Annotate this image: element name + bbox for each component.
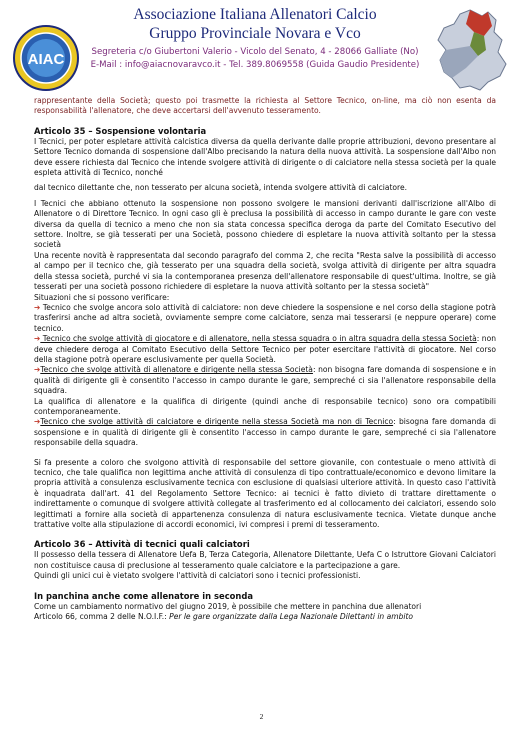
youth-sector-paragraph: Si fa presente a coloro che svolgono attività di responsabile del settore giovanile, con contestuale o meno attività di tecnico, che tale qualifica non legittima anche attività di consulenza di tipo contrattuale/economico e devono limitare la propria attività a consulenza esclusivamente tecnica con esclusione di qualsiasi ulteriore attività. In questo caso l'attività è inquadrata dall'art. 41 del Regolamento Settore Tecnico: ai tecnici è fatto divieto di trattare direttamente o indirettamente o comunque di svolgere attività collegate al trasferimento ed al collocamento dei calciatori, essendo solo legittimati a fornire alla società di appartenenza consulenza di natura esclusivamente tecnica. Vietate dunque anche trattative volte alla stipulazione di accordi economici, ivi compresi i premi di tesseramento. [34, 457, 496, 530]
association-name: Associazione Italiana Allenatori Calcio [133, 6, 377, 23]
compatibility-note: La qualifica di allenatore e la qualifica di dirigente (quindi anche di responsabile tecnico) sono ora compatibili contemporaneamente. [34, 396, 496, 416]
situations-intro: Situazioni che si possono verificare: [34, 292, 170, 302]
situation-2-text: : non deve chiedere deroga al Comitato Esecutivo della Settore Tecnico per poter esercitare l'attività di giocatore. Nel corso della stagione potrà operare esclusivamente per quella Società. [34, 334, 496, 364]
situation-4-text: : bisogna fare domanda di sospensione e in qualità di dirigente gli è consentito l'accesso in campo durante le gare, sempreché ci sia l'allenatore responsabile della squadra. [34, 417, 496, 448]
article-35-paragraph-1: I Tecnici, per poter espletare attività calcistica diversa da quella derivante dalle proprie attribuzioni, devono presentare al Settore Tecnico domanda di sospensione dall'Albo precisando la natura della nuova attività. La sospensione dall'Albo non deve essere richiesta dal Tecnico che intende svolgere attività di dirigente o di calciatore nella stessa società per la quale espleta attività di Tecnico, nonché [34, 136, 496, 178]
logo-text: AIAC [27, 51, 65, 68]
situation-3-title: Tecnico che svolge attività di allenatore e dirigente nella stessa Società [40, 365, 313, 375]
bench-reference: Articolo 66, comma 2 delle N.O.I.F.: [34, 612, 170, 622]
article-35-paragraph-2: I Tecnici che abbiano ottenuto la sospensione non possono svolgere le mansioni derivanti dall'iscrizione all'Albo di Allenatore o di Direttore Tecnico. In ogni caso gli è preclusa la possibilità di accesso in campo durante le gare con veste diversa da quella di tecnico a meno che non sia stata concessa specifica deroga da parte del Comitato Esecutivo del settore. Inoltre, se già tesserati per una Società, possono chiedere di espletare la nuova attività soltanto per la stessa società [34, 198, 496, 250]
situation-1 [34, 303, 496, 334]
page-number: 2 [259, 712, 264, 721]
bench-paragraph-1: Come un cambiamento normativo del giugno 2019, è possibile che mettere in panchina due allenatori [34, 601, 422, 611]
arrow-right-icon: ➔ [34, 302, 41, 312]
intro-paragraph: rappresentante della Società; questo poi trasmette la richiesta al Settore Tecnico, on-line, ma ciò non esenta da responsabilità l'allenatore, che deve accertarsi dell'avvenuto tesseramento. [34, 96, 496, 116]
situation-4-title: Tecnico che svolge attività di calciatore e dirigente nella stessa Società ma non di Tecnico [40, 417, 394, 427]
aiac-logo [12, 24, 80, 92]
arrow-right-icon: ➔ [34, 417, 41, 427]
group-name: Gruppo Provinciale Novara e Vco [149, 25, 361, 42]
situation-2-title: Tecnico che svolge attività di giocatore e di allenatore, nella stessa squadra o in altra squadra della stessa Società [40, 334, 477, 344]
bench-quote: Per le gare organizzate dalla Lega Nazionale Dilettanti in ambito [169, 612, 414, 622]
article-36-paragraph-2: Quindi gli unici cui è vietato svolgere l'attività di calciatori sono i tecnici professionisti. [34, 571, 361, 581]
page-content [34, 96, 496, 622]
situation-3 [34, 365, 496, 396]
address-line: Segreteria c/o Giubertoni Valerio - Vicolo del Senato, 4 - 28066 Galliate (No) [91, 47, 419, 57]
article-35-heading: Articolo 35 – Sospensione volontaria [34, 125, 207, 136]
article-35-paragraph-1b: dal tecnico dilettante che, non tesserato per alcuna società, intenda svolgere attività di calciatore. [34, 183, 408, 193]
situation-2 [34, 334, 496, 365]
letterhead [0, 0, 523, 96]
contact-line: E-Mail : info@aiacnovaravco.it - Tel. 389.8069558 (Guida Gaudio Presidente) [90, 60, 420, 70]
situation-1-text: Tecnico che svolge ancora solo attività di calciatore: non deve chiedere la sospensione e nel corso della stagione potrà trasferirsi anche ad altra società, ovviamente sempre come calciatore, senza mai tesserarsi (e neppure operare) come tecnico. [34, 302, 496, 333]
arrow-right-icon: ➔ [34, 365, 41, 375]
bench-heading: In panchina anche come allenatore in seconda [34, 590, 254, 601]
situation-4 [34, 417, 496, 448]
arrow-right-icon: ➔ [34, 334, 41, 344]
article-35-paragraph-3: Una recente novità è rappresentata dal secondo paragrafo del comma 2, che recita "Resta salve la possibilità di accesso al campo per il tecnico che, già tesserato per una squadra della società, svolga attività di dirigente per altra squadra della stessa società, purché vi sia la contemporanea presenza dell'allenatore responsabile di quest'ultima. Inoltre, se già tesserati per una società possono richiedere di espletare la nuova attività soltanto per la stessa società" [34, 250, 496, 292]
situation-3-text: : non bisogna fare domanda di sospensione e in qualità di dirigente gli è consentito l'accesso in campo durante le gare, sempreché ci sia l'allenatore responsabile della squadra. [34, 365, 496, 396]
region-map-icon [430, 6, 514, 94]
article-36-heading: Articolo 36 – Attività di tecnici quali calciatori [34, 539, 250, 550]
bench-paragraph-2 [34, 612, 496, 622]
article-36-paragraph-1: Il possesso della tessera di Allenatore Uefa B, Terza Categoria, Allenatore Dilettante, Uefa C o Istruttore Giovani Calciatori non costituisce causa di preclusione al tesseramento quale calciatore e la partecipazione a gare. [34, 550, 496, 570]
